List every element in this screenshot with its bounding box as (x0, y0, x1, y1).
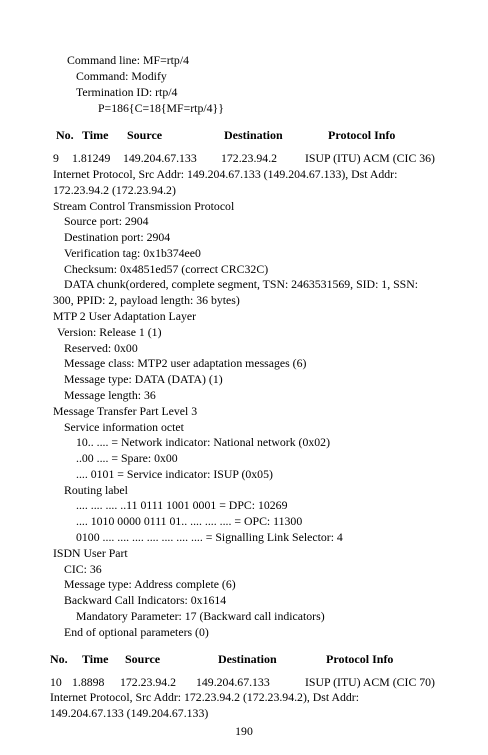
text-line: Internet Protocol, Src Addr: 149.204.67.133 (149.204.67.133), Dst Addr: (53, 167, 398, 181)
text-line: CIC: 36 (64, 562, 102, 576)
packet-no: 10 (50, 675, 62, 689)
header-time: Time (82, 652, 109, 666)
text-line: Command line: MF=rtp/4 (67, 53, 190, 67)
packet-info: ISUP (ITU) ACM (CIC 70) (305, 675, 435, 689)
packet-source: 172.23.94.2 (120, 675, 177, 689)
text-line: P=186{C=18{MF=rtp/4}} (98, 101, 224, 115)
text-line: Source port: 2904 (64, 214, 149, 228)
header-protocol-info: Protocol Info (326, 652, 394, 666)
header-destination: Destination (224, 128, 283, 142)
header-no: No. (50, 652, 68, 666)
text-line: 149.204.67.133 (149.204.67.133) (50, 706, 209, 720)
packet-no: 9 (53, 151, 59, 165)
header-source: Source (127, 128, 163, 142)
text-line: Termination ID: rtp/4 (76, 85, 178, 99)
packet-destination: 172.23.94.2 (221, 151, 278, 165)
text-line: Internet Protocol, Src Addr: 172.23.94.2 (172.23.94.2), Dst Addr: (50, 690, 359, 704)
text-line: Command: Modify (76, 69, 167, 83)
text-line: Reserved: 0x00 (64, 341, 138, 355)
text-line: Message class: MTP2 user adaptation messages (6) (64, 356, 307, 370)
text-line: .... .... .... ..11 0111 1001 0001 = DPC: 10269 (76, 498, 288, 512)
header-destination: Destination (218, 652, 277, 666)
text-line: ISDN User Part (53, 546, 128, 560)
text-line: Service information octet (64, 420, 184, 434)
packet-destination: 149.204.67.133 (196, 675, 270, 689)
packet-time: 1.8898 (72, 675, 105, 689)
text-line: Message Transfer Part Level 3 (53, 404, 198, 418)
text-line: .... 1010 0000 0111 01.. .... .... .... = OPC: 11300 (76, 514, 303, 528)
header-source: Source (125, 652, 161, 666)
text-line: Verification tag: 0x1b374ee0 (64, 246, 201, 260)
text-line: MTP 2 User Adaptation Layer (53, 309, 197, 323)
text-line: Checksum: 0x4851ed57 (correct CRC32C) (64, 262, 269, 276)
text-line: Backward Call Indicators: 0x1614 (64, 593, 227, 607)
page-number: 190 (235, 724, 253, 738)
text-line: ..00 .... = Spare: 0x00 (76, 451, 178, 465)
text-line: Message type: Address complete (6) (64, 577, 236, 591)
text-line: Message length: 36 (64, 388, 156, 402)
text-line: End of optional parameters (0) (64, 625, 209, 639)
text-line: DATA chunk(ordered, complete segment, TSN: 2463531569, SID: 1, SSN: (64, 277, 419, 291)
packet-time: 1.81249 (72, 151, 111, 165)
header-no: No. (56, 128, 74, 142)
packet-source: 149.204.67.133 (123, 151, 197, 165)
text-line: 300, PPID: 2, payload length: 36 bytes) (53, 293, 240, 307)
header-protocol-info: Protocol Info (328, 128, 396, 142)
packet-info: ISUP (ITU) ACM (CIC 36) (305, 151, 435, 165)
text-line: 0100 .... .... .... .... .... .... .... = Signalling Link Selector: 4 (76, 530, 343, 544)
text-line: Version: Release 1 (1) (57, 325, 162, 339)
text-line: Routing label (64, 483, 128, 497)
text-line: .... 0101 = Service indicator: ISUP (0x05) (76, 467, 273, 481)
text-line: 10.. .... = Network indicator: National network (0x02) (76, 435, 331, 449)
text-line: Mandatory Parameter: 17 (Backward call indicators) (76, 609, 325, 623)
header-time: Time (82, 128, 109, 142)
text-line: 172.23.94.2 (172.23.94.2) (53, 183, 176, 197)
text-line: Destination port: 2904 (64, 230, 171, 244)
text-line: Message type: DATA (DATA) (1) (64, 372, 223, 386)
text-line: Stream Control Transmission Protocol (53, 199, 235, 213)
